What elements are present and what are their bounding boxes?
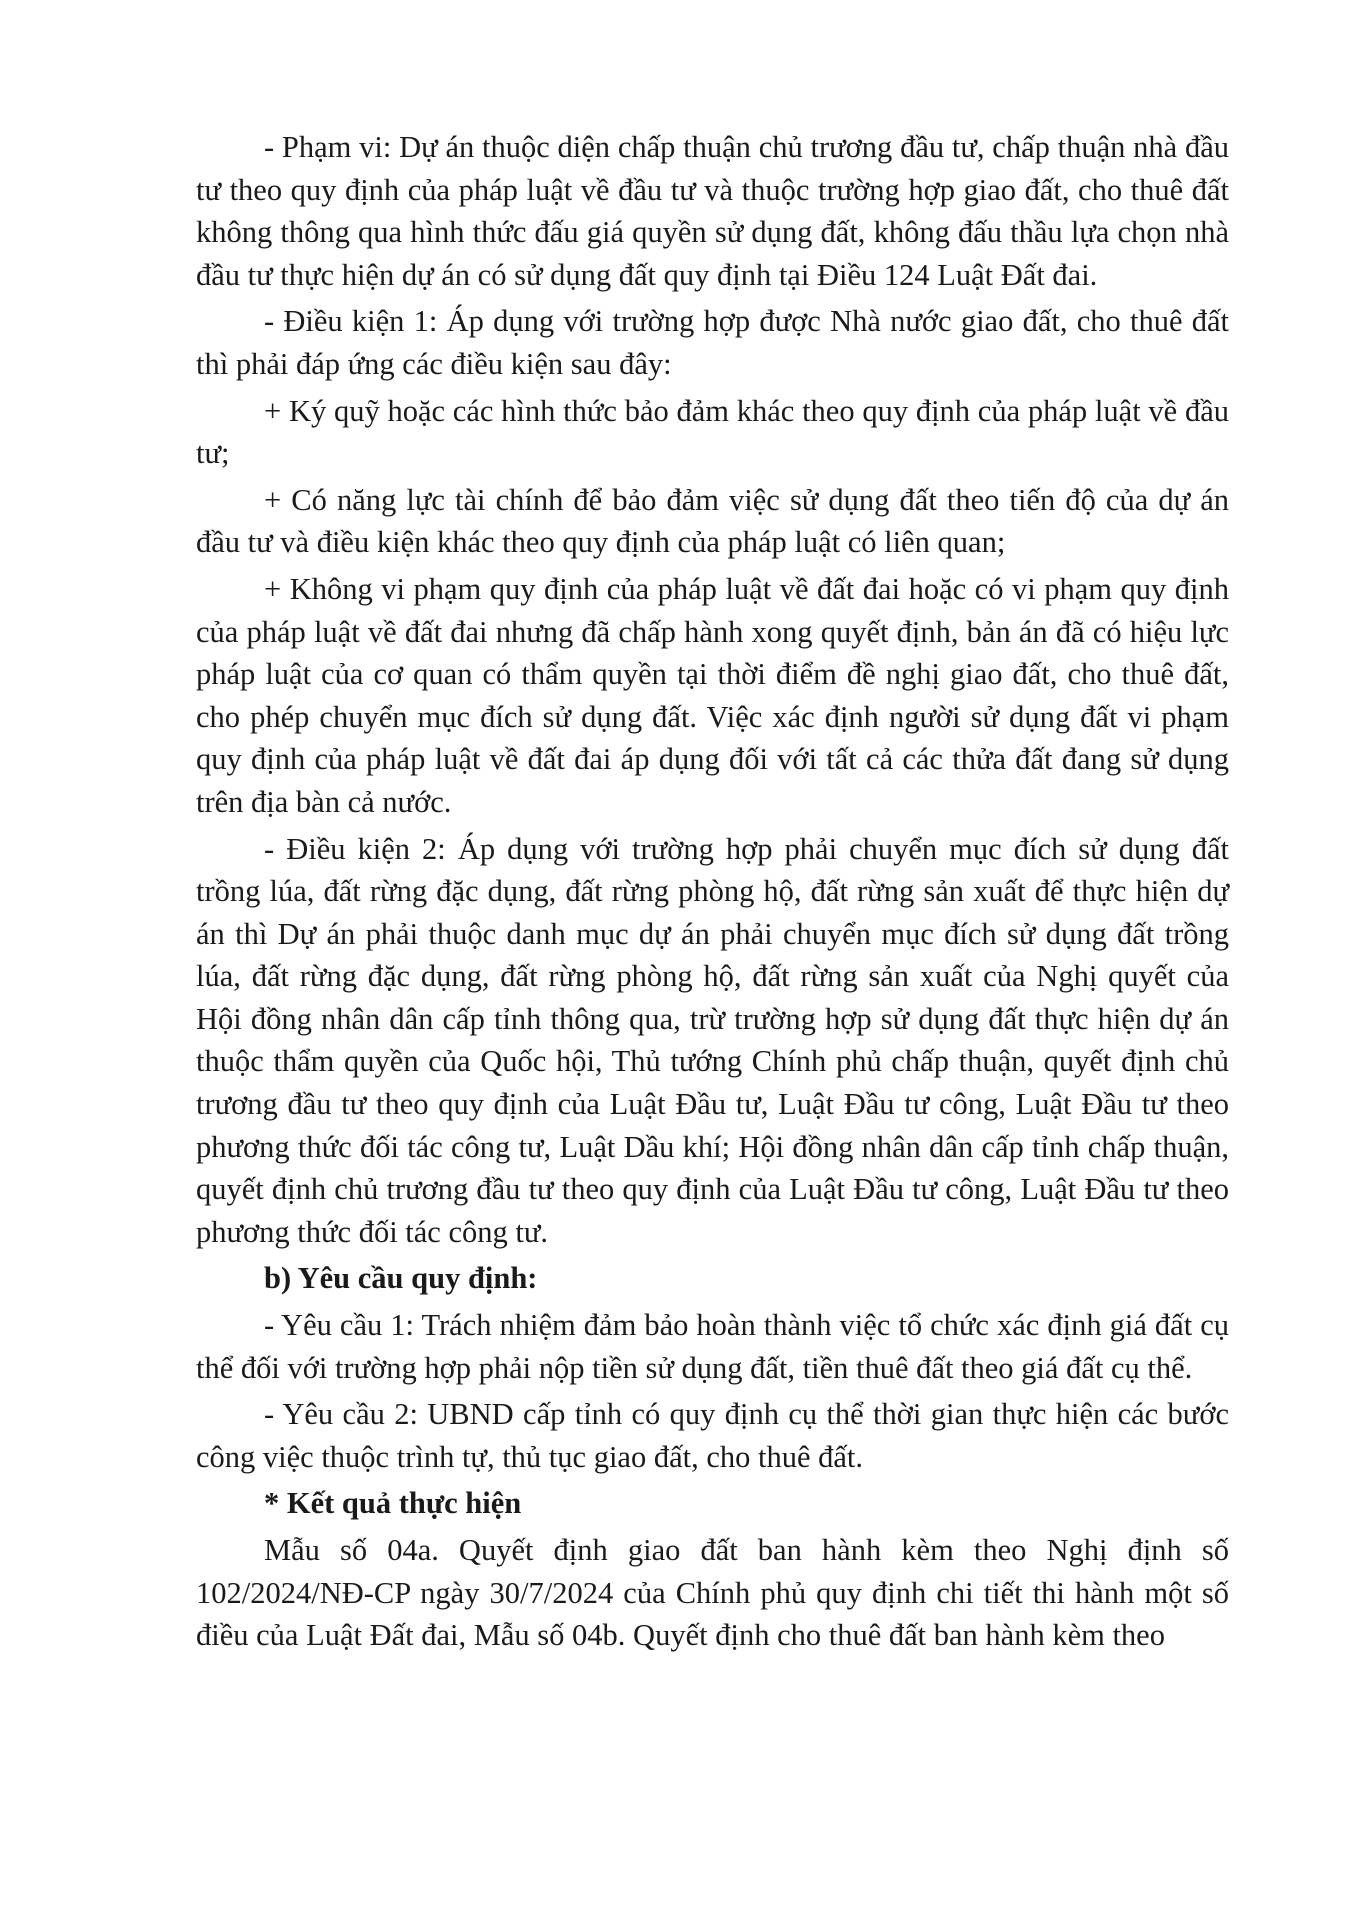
paragraph-ky-quy: + Ký quỹ hoặc các hình thức bảo đảm khác theo quy định của pháp luật về đầu tư;	[196, 393, 1229, 471]
paragraph-yeu-cau-2: - Yêu cầu 2: UBND cấp tỉnh có quy định cụ thể thời gian thực hiện các bước công việc thuộc trình tự, thủ tục giao đất, cho thuê đất.	[196, 1397, 1229, 1474]
paragraph-mau-so: Mẫu số 04a. Quyết định giao đất ban hành kèm theo Nghị định số 102/2024/NĐ-CP ngày 30/7/2024 của Chính phủ quy định chi tiết thi hành một số điều của Luật Đất đai, Mẫu số 04b. Quyết định cho thuê đất ban hành kèm theo	[196, 1533, 1229, 1653]
document-page	[196, 126, 1229, 1661]
paragraph-dieu-kien-2: - Điều kiện 2: Áp dụng với trường hợp phải chuyển mục đích sử dụng đất trồng lúa, đất rừng đặc dụng, đất rừng phòng hộ, đất rừng sản xuất để thực hiện dự án thì Dự án phải thuộc danh mục dự án phải chuyển mục đích sử dụng đất trồng lúa, đất rừng đặc dụng, đất rừng phòng hộ, đất rừng sản xuất của Nghị quyết của Hội đồng nhân dân cấp tỉnh thông qua, trừ trường hợp sử dụng đất thực hiện dự án thuộc thẩm quyền của Quốc hội, Thủ tướng Chính phủ chấp thuận, quyết định chủ trương đầu tư theo quy định của Luật Đầu tư, Luật Đầu tư công, Luật Đầu tư theo phương thức đối tác công tư, Luật Dầu khí; Hội đồng nhân dân cấp tỉnh chấp thuận, quyết định chủ trương đầu tư theo quy định của Luật Đầu tư công, Luật Đầu tư theo phương thức đối tác công tư.	[196, 831, 1229, 1249]
paragraph-dieu-kien-1: - Điều kiện 1: Áp dụng với trường hợp được Nhà nước giao đất, cho thuê đất thì phải đáp ứng các điều kiện sau đây:	[196, 304, 1229, 381]
paragraph-yeu-cau-1: - Yêu cầu 1: Trách nhiệm đảm bảo hoàn thành việc tổ chức xác định giá đất cụ thể đối với trường hợp phải nộp tiền sử dụng đất, tiền thuê đất theo giá đất cụ thể.	[196, 1308, 1229, 1385]
paragraph-pham-vi: - Phạm vi: Dự án thuộc diện chấp thuận chủ trương đầu tư, chấp thuận nhà đầu tư theo quy định của pháp luật về đầu tư và thuộc trường hợp giao đất, cho thuê đất không thông qua hình thức đấu giá quyền sử dụng đất, không đấu thầu lựa chọn nhà đầu tư thực hiện dự án có sử dụng đất quy định tại Điều 124 Luật Đất đai.	[196, 130, 1229, 292]
paragraph-nang-luc-tai-chinh: + Có năng lực tài chính để bảo đảm việc sử dụng đất theo tiến độ của dự án đầu tư và điều kiện khác theo quy định của pháp luật có liên quan;	[196, 482, 1229, 560]
heading-yeu-cau-quy-dinh: b) Yêu cầu quy định:	[264, 1261, 538, 1296]
heading-ket-qua-thuc-hien: * Kết quả thực hiện	[264, 1486, 522, 1521]
paragraph-khong-vi-pham: + Không vi phạm quy định của pháp luật về đất đai hoặc có vi phạm quy định của pháp luật về đất đai nhưng đã chấp hành xong quyết định, bản án đã có hiệu lực pháp luật của cơ quan có thẩm quyền tại thời điểm đề nghị giao đất, cho thuê đất, cho phép chuyển mục đích sử dụng đất. Việc xác định người sử dụng đất vi phạm quy định của pháp luật về đất đai áp dụng đối với tất cả các thửa đất đang sử dụng trên địa bàn cả nước.	[196, 571, 1229, 819]
